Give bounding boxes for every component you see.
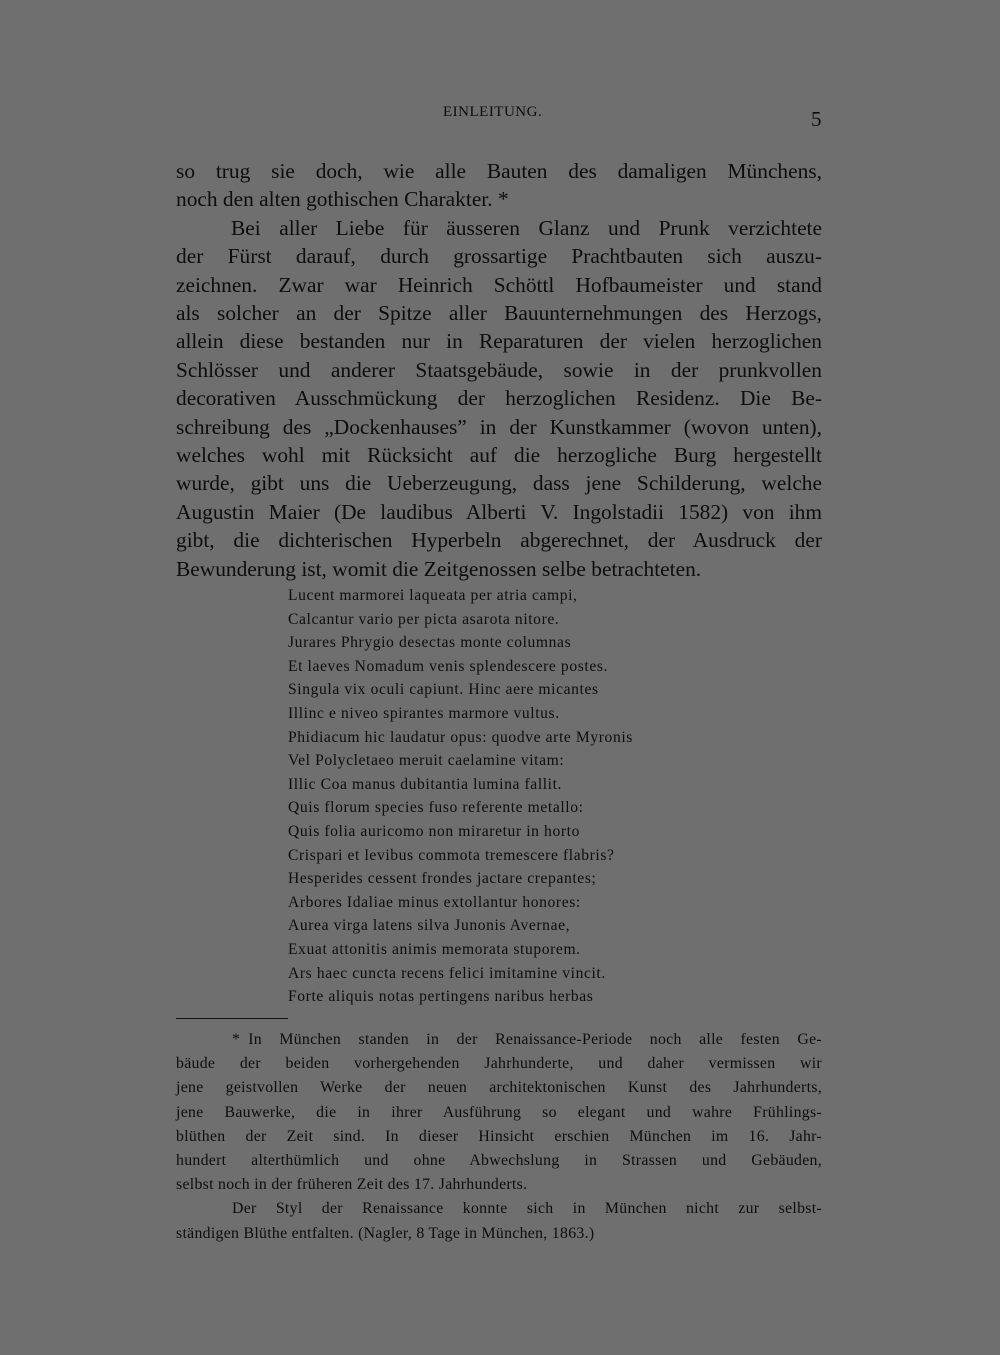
footnote-line — [176, 1028, 822, 1052]
footnote-line: jene Bauwerke, die in ihrer Ausführung so elegant und wahre Frühlings- — [176, 1103, 822, 1121]
verse-line: Quis florum species fuso referente metallo: — [288, 799, 584, 817]
text-line: gibt, die dichterischen Hyperbeln abgerechnet, der Ausdruck der — [176, 528, 822, 553]
verse-line: Illic Coa manus dubitantia lumina fallit. — [288, 775, 563, 793]
footnote-line: ständigen Blüthe entfalten. (Nagler, 8 Tage in München, 1863.) — [176, 1224, 595, 1242]
text-line: wurde, gibt uns die Ueberzeugung, dass jene Schilderung, welche — [176, 471, 822, 496]
footnote-line: blüthen der Zeit sind. In dieser Hinsicht erschien München im 16. Jahr- — [176, 1127, 822, 1145]
footnote-line: jene geistvollen Werke der neuen architektonischen Kunst des Jahrhunderts, — [176, 1079, 822, 1097]
text-line: der Fürst darauf, durch grossartige Prachtbauten sich auszu- — [176, 244, 822, 269]
verse-line: Ars haec cuncta recens felici imitamine vincit. — [288, 964, 606, 982]
verse-line: Lucent marmorei laqueata per atria campi, — [288, 587, 578, 604]
text-line: Schlösser und anderer Staatsgebäude, sowie in der prunkvollen — [176, 357, 822, 382]
verse-line: Calcantur vario per picta asarota nitore. — [288, 610, 560, 628]
text-line: Bewunderung ist, womit die Zeitgenossen selbe betrachteten. — [176, 556, 702, 581]
verse-line: Illinc e niveo spirantes marmore vultus. — [288, 704, 560, 722]
verse-line: Vel Polycletaeo meruit caelamine vitam: — [288, 752, 565, 770]
verse-line: Quis folia auricomo non miraretur in horto — [288, 822, 580, 840]
latin-verse-quotation — [288, 584, 728, 1009]
footnote-line: hundert alterthümlich und ohne Abwechslung in Strassen und Gebäuden, — [176, 1152, 822, 1170]
text-line: decorativen Ausschmückung der herzoglichen Residenz. Die Be- — [176, 386, 822, 411]
verse-line: Hesperides cessent frondes jactare crepantes; — [288, 870, 597, 888]
verse-line: Crispari et levibus commota tremescere flabris? — [288, 846, 615, 864]
text-line: so trug sie doch, wie alle Bauten des damaligen Münchens, — [176, 159, 822, 183]
running-header: EINLEITUNG. — [443, 104, 543, 120]
text-line: allein diese bestanden nur in Reparaturen der vielen herzoglichen — [176, 329, 822, 354]
verse-line: Jurares Phrygio desectas monte columnas — [288, 634, 572, 652]
text-line: Augustin Maier (De laudibus Alberti V. Ingolstadii 1582) von ihm — [176, 499, 822, 524]
verse-line: Arbores Idaliae minus extollantur honores: — [288, 893, 581, 911]
verse-line: Aurea virga latens silva Junonis Avernae, — [288, 917, 571, 935]
verse-line: Forte aliquis notas pertingens naribus herbas — [288, 988, 594, 1006]
footnote-divider — [176, 1018, 288, 1019]
footnote-line: bäude der beiden vorhergehenden Jahrhunderte, und daher vermissen wir — [176, 1055, 822, 1073]
footnote-marker: * — [232, 1031, 241, 1048]
text-line: schreibung des „Dockenhauses” in der Kunstkammer (wovon unten), — [176, 414, 822, 439]
footnote-line: selbst noch in der früheren Zeit des 17. Jahrhunderts. — [176, 1176, 528, 1194]
verse-line: Singula vix oculi capiunt. Hinc aere micantes — [288, 681, 599, 699]
footnote-block — [176, 1028, 822, 1246]
verse-line: Et laeves Nomadum venis splendescere postes. — [288, 657, 609, 675]
verse-line: Exuat attonitis animis memorata stuporem. — [288, 940, 581, 958]
footnote-line: Der Styl der Renaissance konnte sich in München nicht zur selbst- — [232, 1200, 822, 1218]
footnote-line-text: In München standen in der Renaissance-Periode noch alle festen Ge- — [248, 1031, 822, 1048]
text-line: noch den alten gothischen Charakter. * — [176, 187, 509, 212]
main-text-block — [176, 157, 822, 583]
text-line: zeichnen. Zwar war Heinrich Schöttl Hofbaumeister und stand — [176, 272, 822, 297]
verse-line: Phidiacum hic laudatur opus: quodve arte Myronis — [288, 728, 633, 746]
text-line: welches wohl mit Rücksicht auf die herzogliche Burg hergestellt — [176, 443, 822, 468]
text-line: Bei aller Liebe für äusseren Glanz und Prunk verzichtete — [231, 215, 822, 240]
text-line: als solcher an der Spitze aller Bauunternehmungen des Herzogs, — [176, 301, 822, 326]
page-number: 5 — [811, 107, 822, 131]
